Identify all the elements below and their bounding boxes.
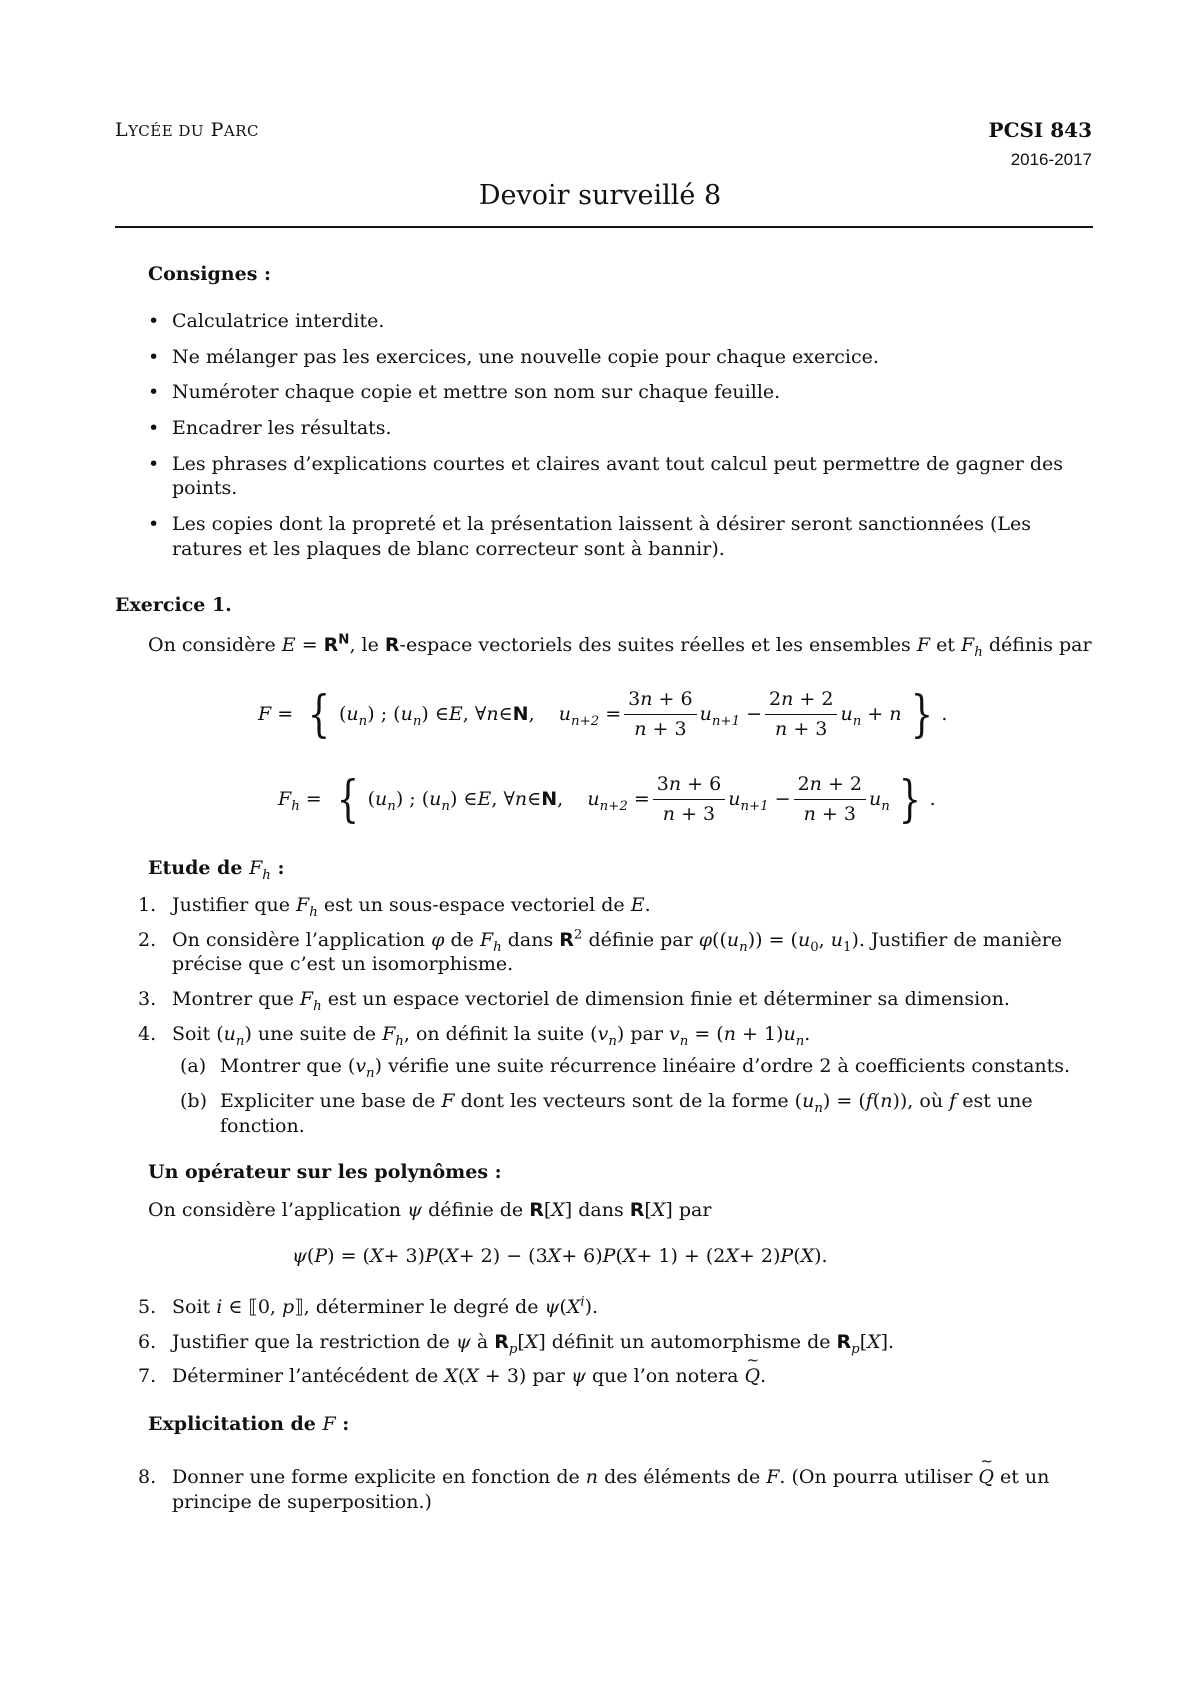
list-item: • Les copies dont la propreté et la présentation laissent à désirer seront sanctionnées (Les ratures et les plaques de blanc correcteur sont à bannir). xyxy=(148,512,1098,561)
page-title: Devoir surveillé 8 xyxy=(478,180,722,211)
class-name: PCSI 843 xyxy=(988,118,1092,142)
list-item: • Encadrer les résultats. xyxy=(148,416,1098,441)
title-rule xyxy=(115,226,1093,228)
section-heading-fh: Etude de $F_h$ : xyxy=(148,857,285,883)
section-heading-explicitation: Explicitation de F : xyxy=(148,1413,350,1435)
subquestions-4 xyxy=(172,1054,1096,1138)
question-8: 8. Donner une forme explicite en fonction de n des éléments de F. (On pourra utiliser ~ Q et un principe de superposition.) xyxy=(148,1465,1096,1514)
section-heading-operator: Un opérateur sur les polynômes : xyxy=(148,1161,502,1183)
question-4b: (b) Expliciter une base de F dont les vecteurs sont de la forme $(u_n) = (f(n))$, où f est une fonction. xyxy=(180,1090,1033,1137)
questions-fh xyxy=(138,893,1096,1149)
question-3: 3. Montrer que $F_h$ est un espace vectoriel de dimension finie et déterminer sa dimension. xyxy=(138,988,1010,1014)
equation-f: F = { ( $u_n$ ) ; ( $u_n$ ) ∈ E , ∀ n ∈ N , $u_{n+2}$ = $\frac{3n + 6}{n + 3}$ $u_{n+1}$ − $\frac{2n + 2}{n + 3}$ $u_n$ + n } . xyxy=(258,685,948,744)
school-name: LYCÉE DU PARC xyxy=(115,119,260,141)
questions-explicitation xyxy=(138,1465,1096,1524)
question-2: 2. On considère l’application φ de $F_h$ dans $R^2$ définie par $\varphi((u_n)) = (u_0$, $u_1$). Justifier de manière précise que c’est un isomorphisme. xyxy=(138,927,1063,976)
exercise-intro: On considère $E = R^N$, le R-espace vectoriels des suites réelles et les ensembles F et $F_h$ définis par xyxy=(148,632,1092,660)
equation-fh: $F_h$ = { ( $u_n$ ) ; ( $u_n$ ) ∈ E , ∀ n ∈ N , $u_{n+2}$ = $\frac{3n + 6}{n + 3}$ $u_{n+1}$ − $\frac{2n + 2}{n + 3}$ $u_n$ } . xyxy=(278,770,936,829)
question-5: 5. Soit i ∈ ⟦0, p⟧, déterminer le degré de $\psi(X^i)$. xyxy=(138,1294,599,1318)
consignes-list xyxy=(148,309,1098,573)
questions-operator xyxy=(138,1294,1096,1399)
exercise-heading: Exercice 1. xyxy=(115,594,232,616)
list-item: • Calculatrice interdite. xyxy=(148,309,1098,334)
class-info xyxy=(989,117,1092,171)
question-4a: (a) Montrer que $(v_n)$ vérifie une suite récurrence linéaire d’ordre 2 à coefficients constants. xyxy=(180,1055,1071,1082)
consignes-heading: Consignes : xyxy=(148,263,272,285)
question-1: 1. Justifier que $F_h$ est un sous-espace vectoriel de E. xyxy=(138,894,651,920)
list-item: • Les phrases d’explications courtes et claires avant tout calcul peut permettre de gagner des points. xyxy=(148,452,1098,501)
question-4: 4. Soit $(u_n)$ une suite de $F_h$, on définit la suite $(v_n)$ par $v_n = (n + 1)u_n$. (a) Montrer que $(v_n)$ vérifie une suite récurrence linéaire d’ordre 2 à coefficients constants. (b) Expliciter une base de F dont les vecteurs sont de la forme $(u_n) = (f(n))$, où f est une fonction. xyxy=(148,1022,1096,1139)
school-year: 2016-2017 xyxy=(1010,150,1092,169)
list-item: • Numéroter chaque copie et mettre son nom sur chaque feuille. xyxy=(148,380,1098,405)
operator-intro: On considère l’application ψ définie de R[X] dans R[X] par xyxy=(148,1199,712,1221)
question-7: 7. Déterminer l’antécédent de X(X + 3) par ψ que l’on notera ~ Q. xyxy=(148,1364,1096,1389)
equation-psi: ψ ( P ) = ( X + 3) P ( X + 2) − (3 X + 6) P ( X + 1) + (2 X + 2) P ( X ). xyxy=(292,1245,828,1267)
list-item: • Ne mélanger pas les exercices, une nouvelle copie pour chaque exercice. xyxy=(148,345,1098,370)
question-6: 6. Justifier que la restriction de ψ à $R_p[X]$ définit un automorphisme de $R_p[X]$. xyxy=(138,1330,895,1357)
